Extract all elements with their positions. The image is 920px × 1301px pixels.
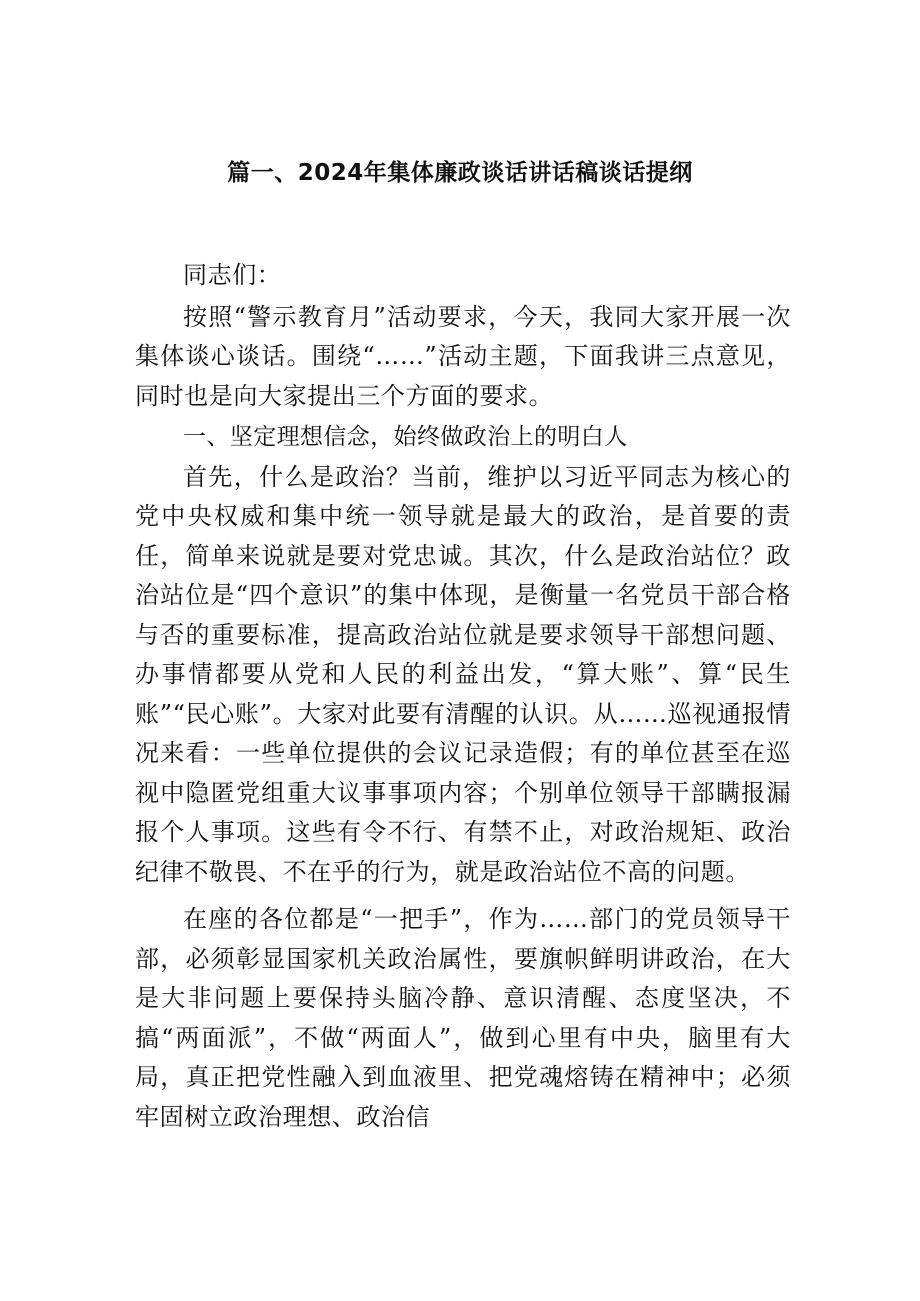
paragraph-spacer xyxy=(135,892,791,900)
document-body xyxy=(135,256,791,1137)
document-title: 篇一、2024年集体廉政谈话讲话稿谈话提纲 xyxy=(227,160,693,186)
section-heading: 一、坚定理想信念，始终做政治上的明白人 xyxy=(183,424,628,450)
greeting-line: 同志们： xyxy=(183,261,282,289)
intro-paragraph: 按照“警示教育月”活动要求，今天，我同大家开展一次集体谈心谈话。围绕“……”活动主题，下面我讲三点意见，同时也是向大家提出三个方面的要求。 xyxy=(135,302,791,410)
body-paragraph: 在座的各位都是“一把手”，作为……部门的党员领导干部，必须彰显国家机关政治属性，要旗帜鲜明讲政治，在大是大非问题上要保持头脑冷静、意识清醒、态度坚决，不搞“两面派”，不做“两面人”，做到心里有中央，脑里有大局，真正把党性融入到血液里、把党魂熔铸在精神中；必须牢固树立政治理想、政治信 xyxy=(135,905,791,1131)
body-paragraph: 首先，什么是政治？当前，维护以习近平同志为核心的党中央权威和集中统一领导就是最大的政治，是首要的责任，简单来说就是要对党忠诚。其次，什么是政治站位？政治站位是“四个意识”的集中体现，是衡量一名党员干部合格与否的重要标准，提高政治站位就是要求领导干部想问题、办事情都要从党和人民的利益出发，“算大账”、算“民生账”“民心账”。大家对此要有清醒的认识。从……巡视通报情况来看：一些单位提供的会议记录造假；有的单位甚至在巡视中隐匿党组重大议事事项内容；个别单位领导干部瞒报漏报个人事项。这些有令不行、有禁不止，对政治规矩、政治纪律不敬畏、不在乎的行为，就是政治站位不高的问题。 xyxy=(135,462,791,886)
